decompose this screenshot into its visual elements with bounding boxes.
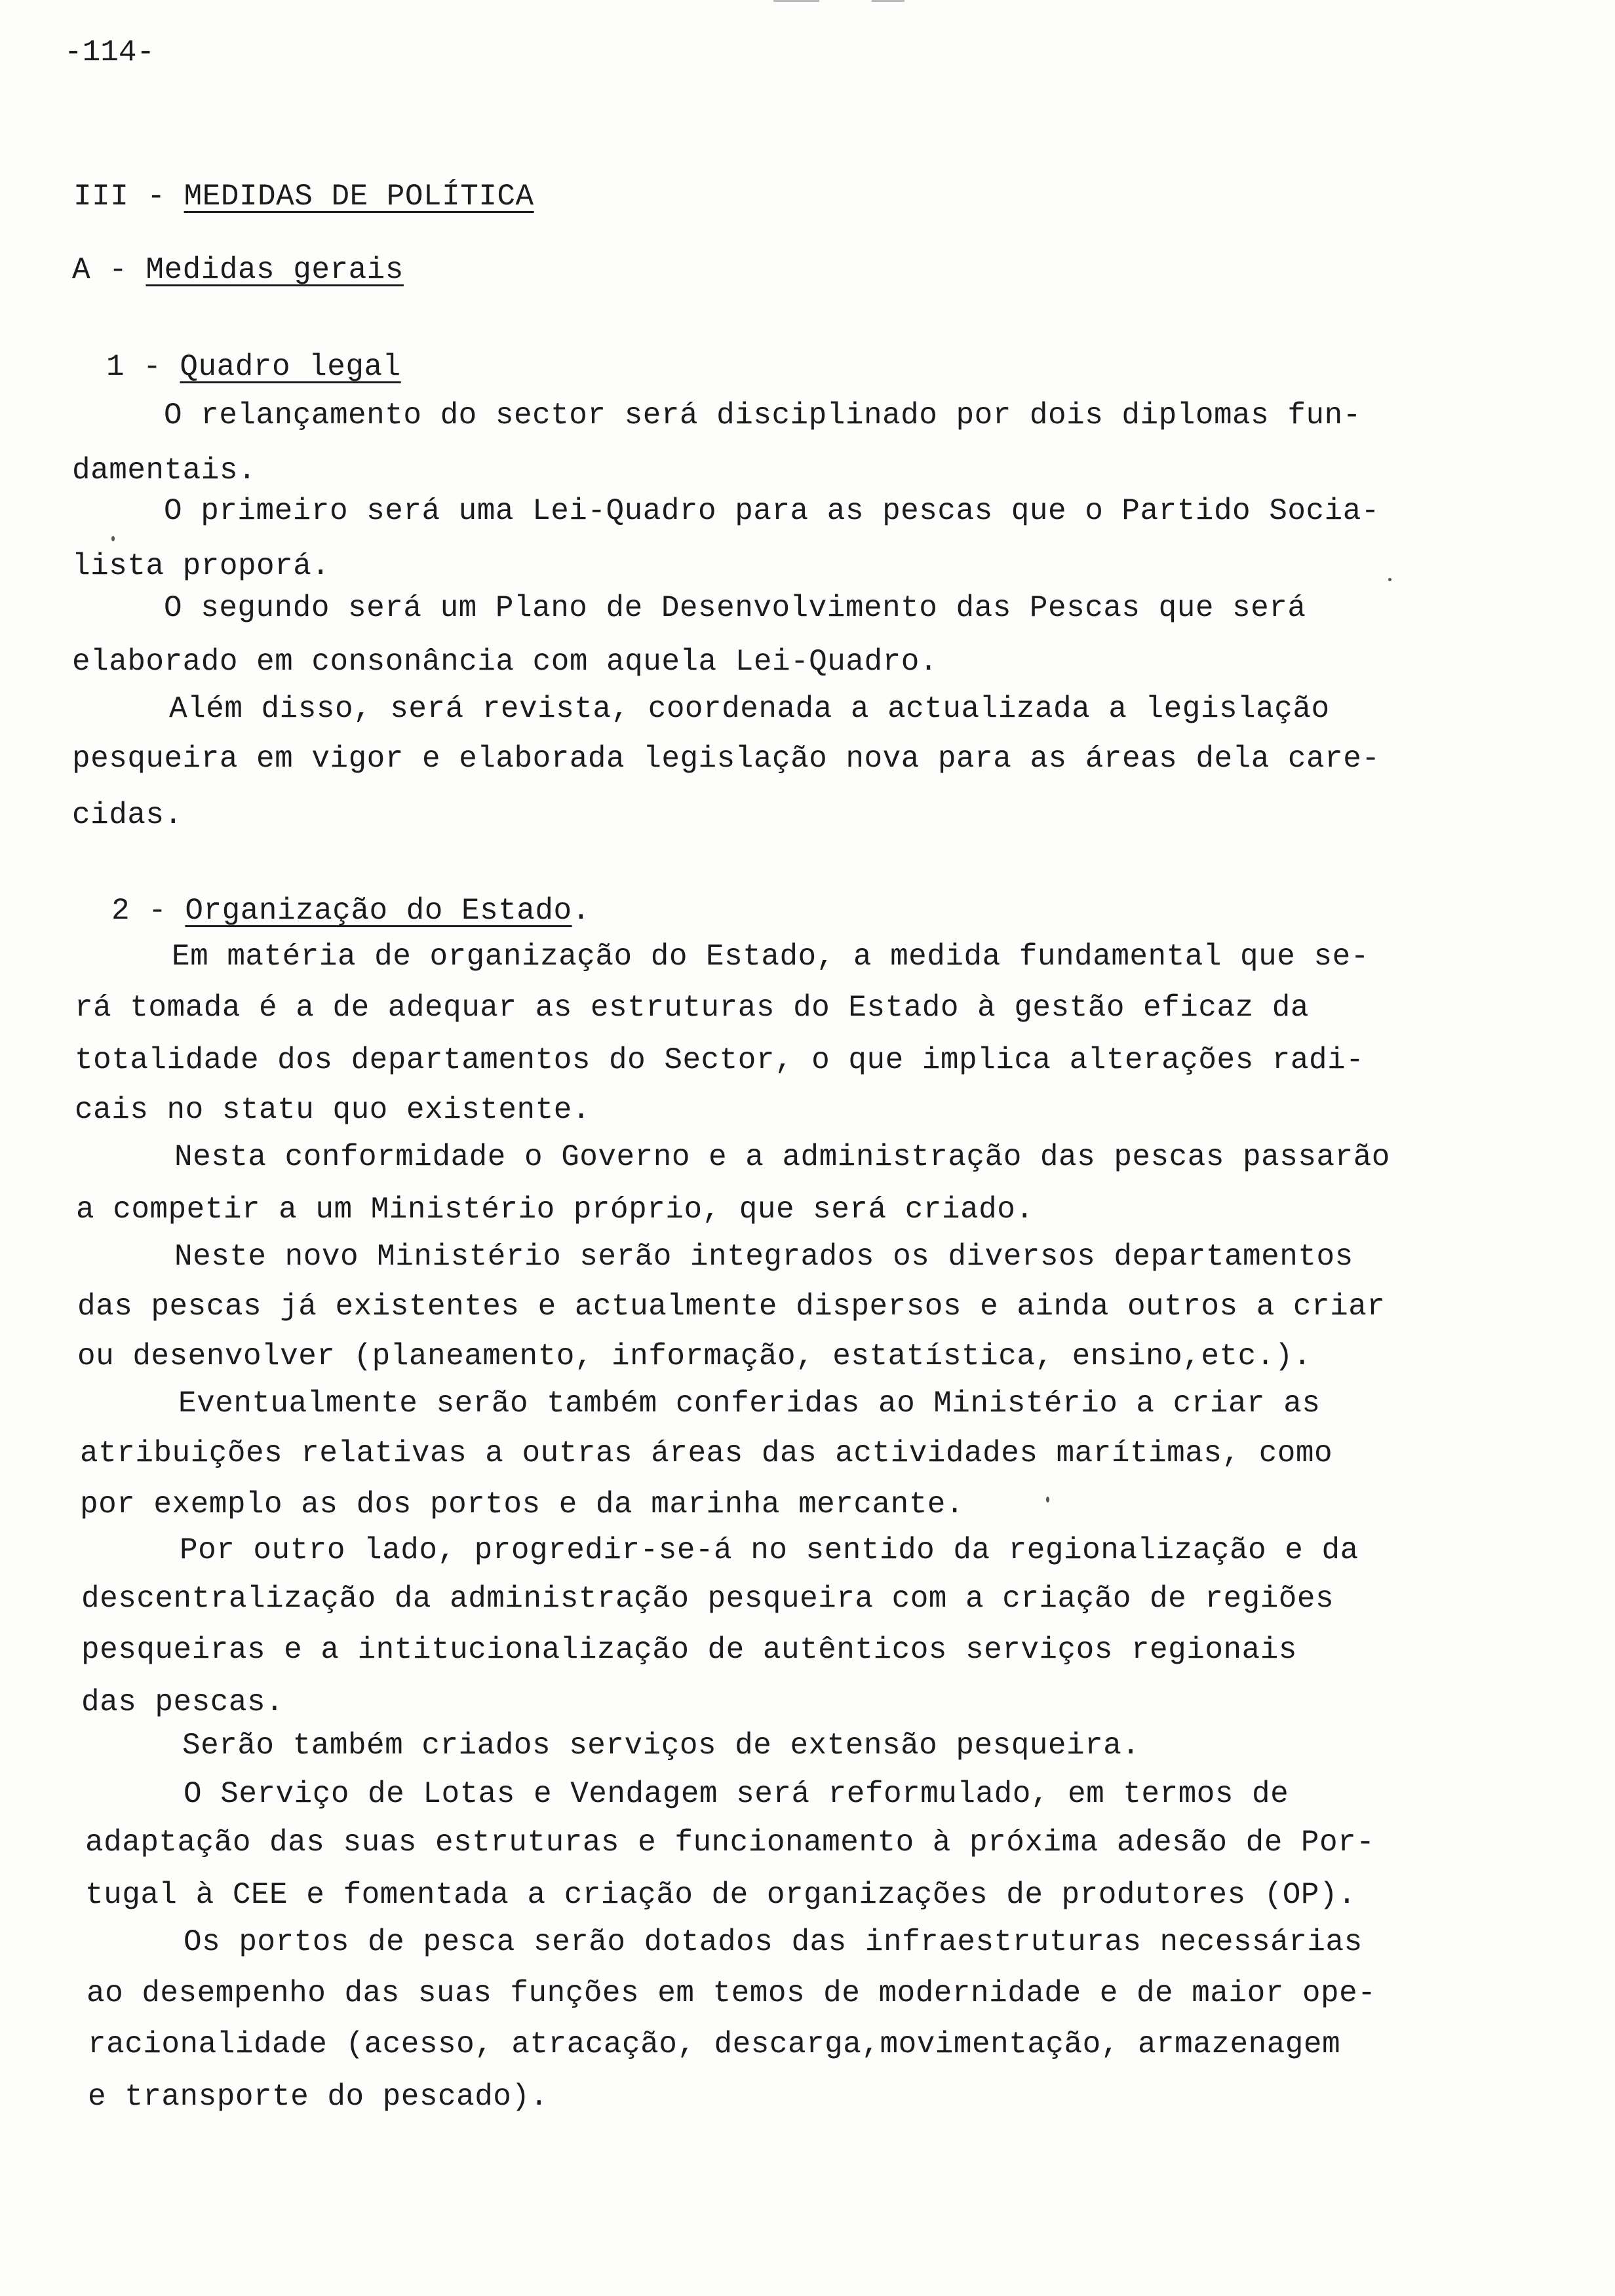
item1-heading-prefix: 1 -: [106, 350, 180, 384]
body-line: O relançamento do sector será disciplinado por dois diplomas fun-: [164, 398, 1361, 432]
body-line: e transporte do pescado).: [88, 2080, 549, 2114]
body-line: Em matéria de organização do Estado, a medida fundamental que se-: [172, 940, 1369, 974]
item2-heading-prefix: 2 -: [111, 894, 185, 928]
scan-speck: [1388, 578, 1391, 581]
item1-heading-title: Quadro legal: [180, 350, 401, 384]
subsection-heading-prefix: A -: [72, 253, 146, 287]
body-line: das pescas já existentes e actualmente dispersos e ainda outros a criar: [77, 1290, 1386, 1324]
item2-heading: [111, 892, 591, 929]
item2-heading-title: Organização do Estado: [185, 894, 572, 928]
body-line: ou desenvolver (planeamento, informação, estatística, ensino,etc.).: [77, 1339, 1312, 1373]
body-line: Nesta conformidade o Governo e a administração das pescas passarão: [174, 1140, 1390, 1174]
body-line: Serão também criados serviços de extensão pesqueira.: [182, 1729, 1140, 1763]
body-line: pesqueira em vigor e elaborada legislação nova para as áreas dela care-: [72, 742, 1380, 776]
item2-heading-suffix: .: [572, 894, 591, 928]
section-heading: [73, 178, 534, 215]
body-line: Por outro lado, progredir-se-á no sentido da regionalização e da: [180, 1533, 1359, 1567]
body-line: a competir a um Ministério próprio, que será criado.: [76, 1193, 1034, 1227]
body-line: ao desempenho das suas funções em temos de modernidade e de maior ope-: [87, 1976, 1376, 2010]
body-line: lista proporá.: [72, 549, 330, 583]
body-line: adaptação das suas estruturas e funcionamento à próxima adesão de Por-: [85, 1826, 1375, 1860]
body-line: das pescas.: [81, 1685, 284, 1719]
body-line: Além disso, será revista, coordenada a actualizada a legislação: [169, 692, 1330, 726]
body-line: descentralização da administração pesqueira com a criação de regiões: [81, 1582, 1334, 1616]
body-line: cidas.: [72, 798, 183, 832]
body-line: O Serviço de Lotas e Vendagem será reformulado, em termos de: [184, 1777, 1289, 1811]
subsection-heading-title: Medidas gerais: [146, 253, 404, 287]
body-line: rá tomada é a de adequar as estruturas do Estado à gestão eficaz da: [75, 991, 1310, 1025]
body-line: racionalidade (acesso, atracação, descarga,movimentação, armazenagem: [88, 2027, 1341, 2061]
body-line: totalidade dos departamentos do Sector, o que implica alterações radi-: [75, 1043, 1365, 1077]
body-line: atribuições relativas a outras áreas das actividades marítimas, como: [80, 1436, 1333, 1470]
scan-mark: [872, 0, 905, 2]
page-number: -114-: [64, 35, 155, 69]
section-heading-title: MEDIDAS DE POLÍTICA: [184, 180, 534, 214]
body-line: cais no statu quo existente.: [75, 1093, 591, 1127]
subsection-heading: [72, 252, 404, 288]
body-line: O primeiro será uma Lei-Quadro para as pescas que o Partido Socia-: [164, 494, 1380, 528]
body-line: Eventualmente serão também conferidas ao Ministério a criar as: [178, 1387, 1321, 1421]
section-heading-prefix: III -: [73, 180, 184, 214]
scan-speck: [111, 536, 115, 541]
body-line: damentais.: [72, 453, 257, 488]
body-line: pesqueiras e a intitucionalização de autênticos serviços regionais: [81, 1633, 1297, 1667]
body-line: O segundo será um Plano de Desenvolvimento das Pescas que será: [164, 591, 1306, 625]
body-line: tugal à CEE e fomentada a criação de organizações de produtores (OP).: [85, 1878, 1357, 1912]
body-line: elaborado em consonância com aquela Lei-Quadro.: [72, 645, 938, 679]
body-line: Neste novo Ministério serão integrados os diversos departamentos: [174, 1240, 1353, 1274]
scan-mark: [773, 0, 819, 2]
item1-heading: [106, 349, 401, 385]
body-line: por exemplo as dos portos e da marinha mercante.: [80, 1487, 965, 1521]
body-line: Os portos de pesca serão dotados das infraestruturas necessárias: [184, 1925, 1363, 1959]
scan-speck: [1046, 1497, 1049, 1502]
